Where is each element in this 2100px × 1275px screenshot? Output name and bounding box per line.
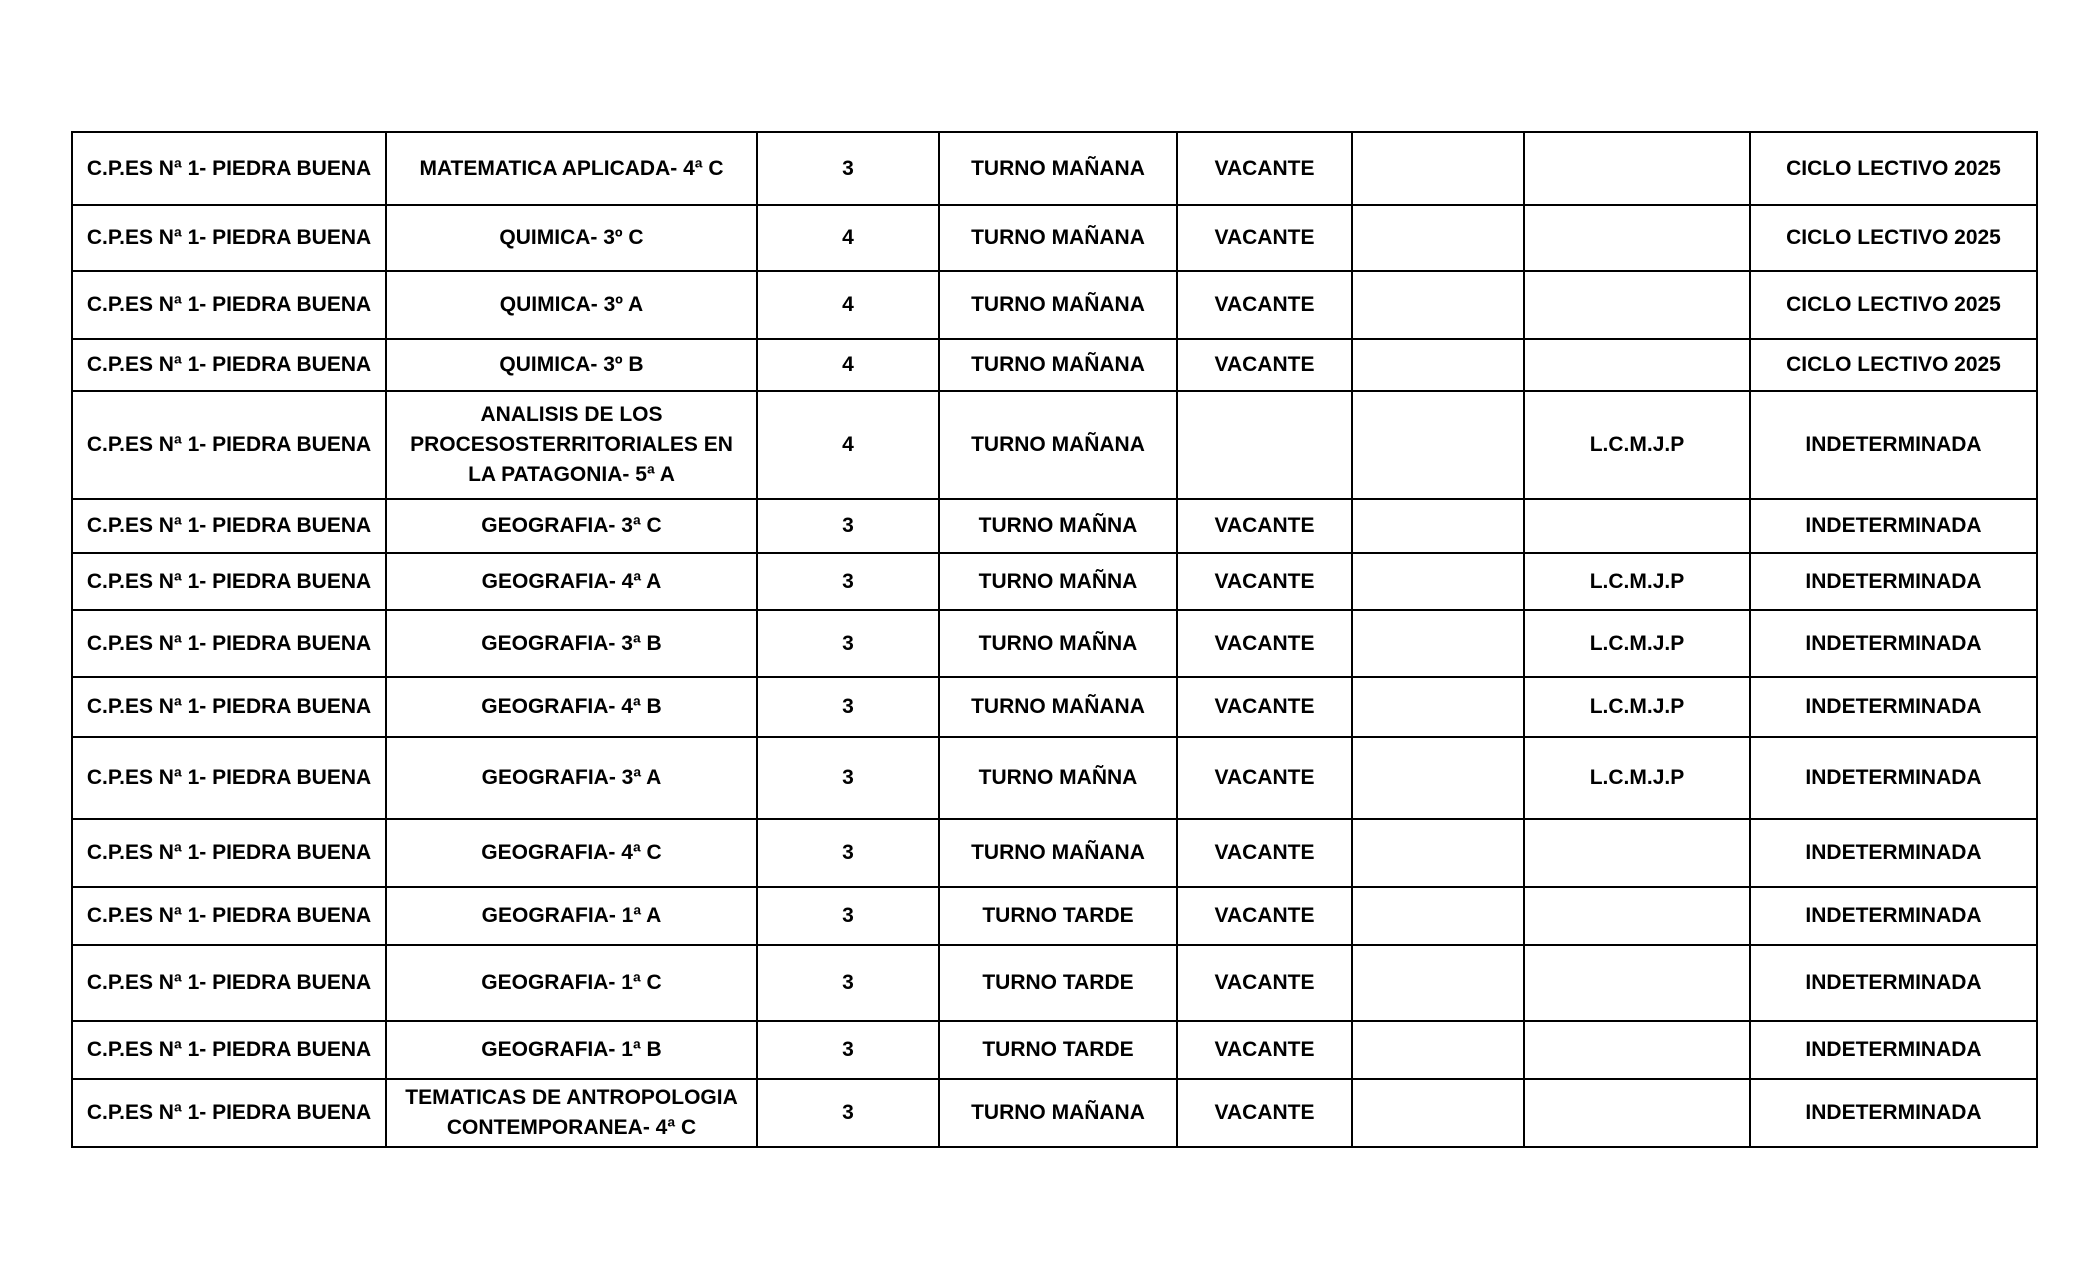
subject-cell: TEMATICAS DE ANTROPOLOGIA CONTEMPORANEA- 4ª C bbox=[386, 1079, 757, 1147]
license-cell: L.C.M.J.P bbox=[1524, 737, 1750, 819]
empty-cell bbox=[1352, 132, 1524, 205]
subject-cell: GEOGRAFIA- 3ª B bbox=[386, 610, 757, 677]
shift-cell: TURNO MAÑNA bbox=[939, 737, 1177, 819]
subject-cell: QUIMICA- 3º A bbox=[386, 271, 757, 339]
period-cell: INDETERMINADA bbox=[1750, 499, 2037, 553]
period-cell: CICLO LECTIVO 2025 bbox=[1750, 339, 2037, 391]
period-cell: INDETERMINADA bbox=[1750, 677, 2037, 737]
license-cell bbox=[1524, 339, 1750, 391]
status-cell: VACANTE bbox=[1177, 610, 1352, 677]
shift-cell: TURNO MAÑANA bbox=[939, 271, 1177, 339]
empty-cell bbox=[1352, 1021, 1524, 1079]
shift-cell: TURNO MAÑANA bbox=[939, 819, 1177, 887]
period-cell: INDETERMINADA bbox=[1750, 610, 2037, 677]
school-cell: C.P.ES Nª 1- PIEDRA BUENA bbox=[72, 610, 386, 677]
school-cell: C.P.ES Nª 1- PIEDRA BUENA bbox=[72, 339, 386, 391]
shift-cell: TURNO TARDE bbox=[939, 887, 1177, 945]
shift-cell: TURNO MAÑNA bbox=[939, 553, 1177, 610]
status-cell bbox=[1177, 391, 1352, 499]
license-cell bbox=[1524, 945, 1750, 1021]
license-cell: L.C.M.J.P bbox=[1524, 610, 1750, 677]
license-cell bbox=[1524, 887, 1750, 945]
empty-cell bbox=[1352, 1079, 1524, 1147]
vacancy-table bbox=[71, 131, 2038, 1148]
school-cell: C.P.ES Nª 1- PIEDRA BUENA bbox=[72, 677, 386, 737]
empty-cell bbox=[1352, 339, 1524, 391]
status-cell: VACANTE bbox=[1177, 205, 1352, 271]
school-cell: C.P.ES Nª 1- PIEDRA BUENA bbox=[72, 132, 386, 205]
shift-cell: TURNO MAÑANA bbox=[939, 677, 1177, 737]
period-cell: INDETERMINADA bbox=[1750, 819, 2037, 887]
license-cell bbox=[1524, 1021, 1750, 1079]
hours-cell: 4 bbox=[757, 271, 939, 339]
status-cell: VACANTE bbox=[1177, 677, 1352, 737]
school-cell: C.P.ES Nª 1- PIEDRA BUENA bbox=[72, 819, 386, 887]
shift-cell: TURNO TARDE bbox=[939, 945, 1177, 1021]
table-row bbox=[72, 610, 2037, 677]
table-row bbox=[72, 677, 2037, 737]
shift-cell: TURNO MAÑANA bbox=[939, 391, 1177, 499]
hours-cell: 4 bbox=[757, 391, 939, 499]
period-cell: INDETERMINADA bbox=[1750, 737, 2037, 819]
shift-cell: TURNO MAÑANA bbox=[939, 132, 1177, 205]
hours-cell: 3 bbox=[757, 1021, 939, 1079]
period-cell: INDETERMINADA bbox=[1750, 945, 2037, 1021]
table-row bbox=[72, 553, 2037, 610]
school-cell: C.P.ES Nª 1- PIEDRA BUENA bbox=[72, 1079, 386, 1147]
empty-cell bbox=[1352, 205, 1524, 271]
subject-cell: GEOGRAFIA- 1ª C bbox=[386, 945, 757, 1021]
empty-cell bbox=[1352, 945, 1524, 1021]
status-cell: VACANTE bbox=[1177, 132, 1352, 205]
status-cell: VACANTE bbox=[1177, 1021, 1352, 1079]
school-cell: C.P.ES Nª 1- PIEDRA BUENA bbox=[72, 1021, 386, 1079]
period-cell: CICLO LECTIVO 2025 bbox=[1750, 205, 2037, 271]
table-row bbox=[72, 737, 2037, 819]
empty-cell bbox=[1352, 391, 1524, 499]
period-cell: INDETERMINADA bbox=[1750, 553, 2037, 610]
hours-cell: 4 bbox=[757, 205, 939, 271]
status-cell: VACANTE bbox=[1177, 499, 1352, 553]
subject-cell: GEOGRAFIA- 4ª A bbox=[386, 553, 757, 610]
status-cell: VACANTE bbox=[1177, 887, 1352, 945]
empty-cell bbox=[1352, 610, 1524, 677]
license-cell bbox=[1524, 132, 1750, 205]
shift-cell: TURNO MAÑNA bbox=[939, 610, 1177, 677]
license-cell: L.C.M.J.P bbox=[1524, 553, 1750, 610]
table-row bbox=[72, 887, 2037, 945]
subject-cell: MATEMATICA APLICADA- 4ª C bbox=[386, 132, 757, 205]
license-cell bbox=[1524, 271, 1750, 339]
table-row bbox=[72, 945, 2037, 1021]
table-row bbox=[72, 205, 2037, 271]
school-cell: C.P.ES Nª 1- PIEDRA BUENA bbox=[72, 499, 386, 553]
table-row bbox=[72, 132, 2037, 205]
status-cell: VACANTE bbox=[1177, 945, 1352, 1021]
shift-cell: TURNO TARDE bbox=[939, 1021, 1177, 1079]
period-cell: CICLO LECTIVO 2025 bbox=[1750, 271, 2037, 339]
status-cell: VACANTE bbox=[1177, 819, 1352, 887]
table-row bbox=[72, 339, 2037, 391]
period-cell: INDETERMINADA bbox=[1750, 887, 2037, 945]
subject-cell: ANALISIS DE LOS PROCESOSTERRITORIALES EN LA PATAGONIA- 5ª A bbox=[386, 391, 757, 499]
status-cell: VACANTE bbox=[1177, 1079, 1352, 1147]
empty-cell bbox=[1352, 819, 1524, 887]
status-cell: VACANTE bbox=[1177, 271, 1352, 339]
subject-cell: GEOGRAFIA- 1ª A bbox=[386, 887, 757, 945]
table-row bbox=[72, 499, 2037, 553]
table-row bbox=[72, 1021, 2037, 1079]
subject-cell: GEOGRAFIA- 1ª B bbox=[386, 1021, 757, 1079]
license-cell bbox=[1524, 819, 1750, 887]
shift-cell: TURNO MAÑANA bbox=[939, 205, 1177, 271]
hours-cell: 3 bbox=[757, 819, 939, 887]
empty-cell bbox=[1352, 677, 1524, 737]
license-cell: L.C.M.J.P bbox=[1524, 391, 1750, 499]
license-cell bbox=[1524, 499, 1750, 553]
empty-cell bbox=[1352, 499, 1524, 553]
school-cell: C.P.ES Nª 1- PIEDRA BUENA bbox=[72, 271, 386, 339]
hours-cell: 3 bbox=[757, 677, 939, 737]
school-cell: C.P.ES Nª 1- PIEDRA BUENA bbox=[72, 553, 386, 610]
license-cell: L.C.M.J.P bbox=[1524, 677, 1750, 737]
subject-cell: GEOGRAFIA- 4ª B bbox=[386, 677, 757, 737]
shift-cell: TURNO MAÑNA bbox=[939, 499, 1177, 553]
empty-cell bbox=[1352, 271, 1524, 339]
subject-cell: QUIMICA- 3º B bbox=[386, 339, 757, 391]
hours-cell: 3 bbox=[757, 553, 939, 610]
hours-cell: 3 bbox=[757, 1079, 939, 1147]
subject-cell: QUIMICA- 3º C bbox=[386, 205, 757, 271]
period-cell: INDETERMINADA bbox=[1750, 1021, 2037, 1079]
hours-cell: 4 bbox=[757, 339, 939, 391]
table-row bbox=[72, 391, 2037, 499]
status-cell: VACANTE bbox=[1177, 553, 1352, 610]
school-cell: C.P.ES Nª 1- PIEDRA BUENA bbox=[72, 391, 386, 499]
vacancy-table-container bbox=[71, 131, 2036, 1148]
shift-cell: TURNO MAÑANA bbox=[939, 339, 1177, 391]
school-cell: C.P.ES Nª 1- PIEDRA BUENA bbox=[72, 737, 386, 819]
school-cell: C.P.ES Nª 1- PIEDRA BUENA bbox=[72, 945, 386, 1021]
period-cell: INDETERMINADA bbox=[1750, 1079, 2037, 1147]
period-cell: CICLO LECTIVO 2025 bbox=[1750, 132, 2037, 205]
license-cell bbox=[1524, 1079, 1750, 1147]
subject-cell: GEOGRAFIA- 3ª C bbox=[386, 499, 757, 553]
table-row bbox=[72, 271, 2037, 339]
empty-cell bbox=[1352, 553, 1524, 610]
empty-cell bbox=[1352, 737, 1524, 819]
hours-cell: 3 bbox=[757, 737, 939, 819]
status-cell: VACANTE bbox=[1177, 339, 1352, 391]
table-row bbox=[72, 1079, 2037, 1147]
hours-cell: 3 bbox=[757, 887, 939, 945]
license-cell bbox=[1524, 205, 1750, 271]
hours-cell: 3 bbox=[757, 499, 939, 553]
hours-cell: 3 bbox=[757, 945, 939, 1021]
period-cell: INDETERMINADA bbox=[1750, 391, 2037, 499]
status-cell: VACANTE bbox=[1177, 737, 1352, 819]
hours-cell: 3 bbox=[757, 610, 939, 677]
subject-cell: GEOGRAFIA- 3ª A bbox=[386, 737, 757, 819]
hours-cell: 3 bbox=[757, 132, 939, 205]
shift-cell: TURNO MAÑANA bbox=[939, 1079, 1177, 1147]
school-cell: C.P.ES Nª 1- PIEDRA BUENA bbox=[72, 887, 386, 945]
subject-cell: GEOGRAFIA- 4ª C bbox=[386, 819, 757, 887]
empty-cell bbox=[1352, 887, 1524, 945]
table-row bbox=[72, 819, 2037, 887]
school-cell: C.P.ES Nª 1- PIEDRA BUENA bbox=[72, 205, 386, 271]
